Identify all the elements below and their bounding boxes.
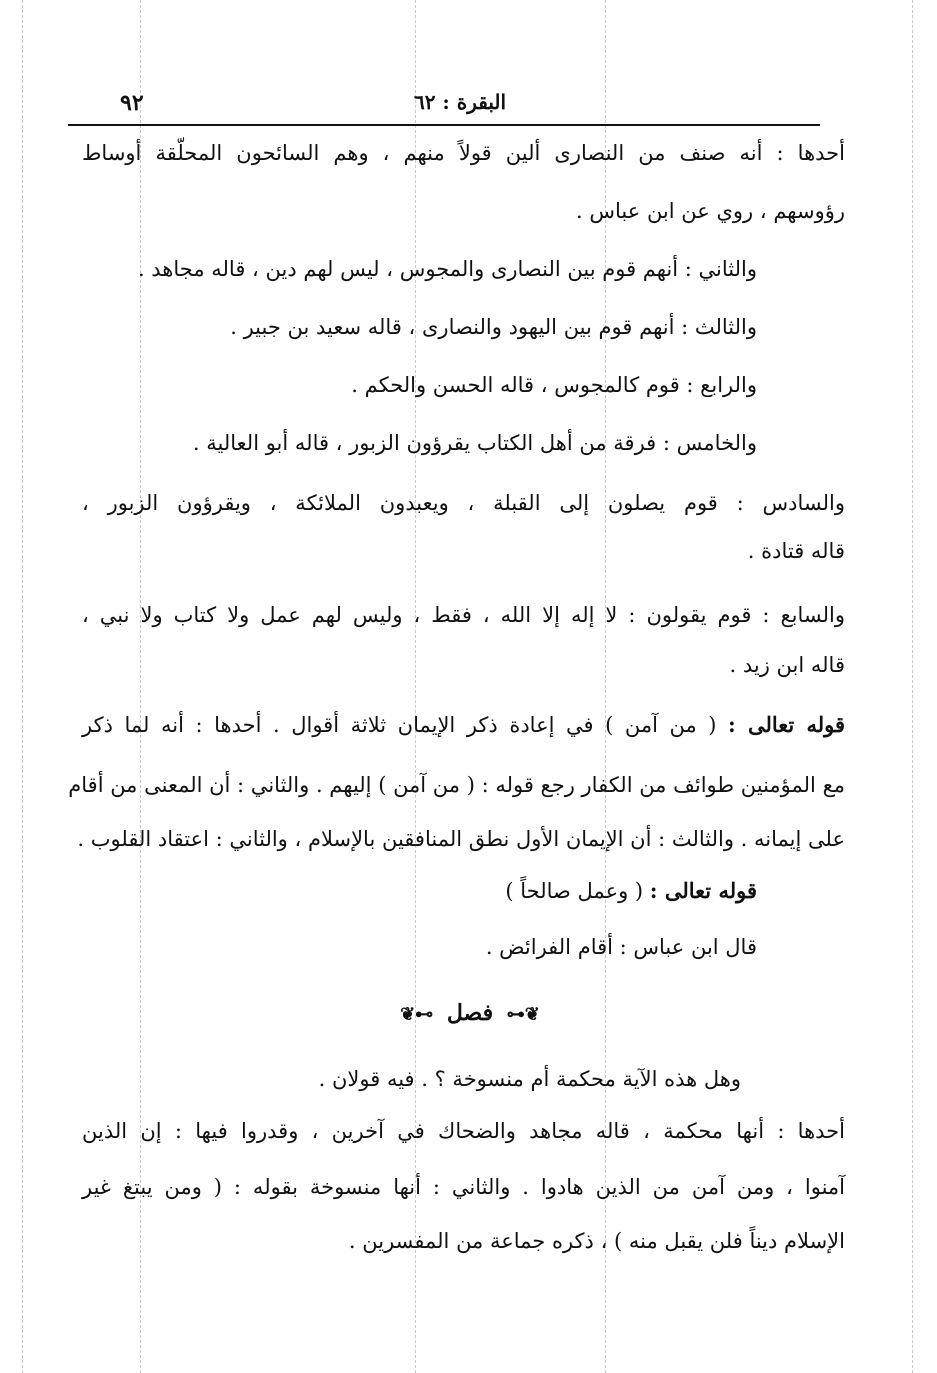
section-heading: [300, 1000, 640, 1034]
text-line: قال ابن عباس : أقام الفرائض .: [485, 935, 757, 959]
text-line: قاله قتادة .: [747, 539, 845, 563]
text-line: والسابع : قوم يقولون : لا إله إلا الله ، فقط ، وليس لهم عمل ولا كتاب ولا نبي ،: [82, 603, 845, 627]
verse-lead: قوله تعالى :: [649, 878, 757, 903]
ornament-icon: ❦⊷: [506, 1004, 540, 1025]
text-line: والخامس : فرقة من أهل الكتاب يقرؤون الزبور ، قاله أبو العالية .: [192, 431, 757, 455]
page-number: ٩٢: [120, 90, 144, 116]
text-line: قاله ابن زيد .: [729, 653, 845, 677]
section-heading-label: فصل: [446, 1000, 494, 1026]
margin-guide-right: [912, 0, 913, 1373]
text-line: على إيمانه . والثالث : أن الإيمان الأول نطق المنافقين بالإسلام ، والثاني : اعتقاد القلوب .: [77, 827, 845, 851]
text-line: وهل هذه الآية محكمة أم منسوخة ؟ . فيه قولان .: [318, 1067, 741, 1091]
margin-guide-left: [22, 0, 23, 1373]
text-line: والرابع : قوم كالمجوس ، قاله الحسن والحكم .: [351, 373, 757, 397]
ornament-icon: ⊶❦: [400, 1004, 434, 1025]
text-span: ( وعمل صالحاً ): [505, 879, 650, 903]
text-line: مع المؤمنين طوائف من الكفار رجع قوله : ( من آمن ) إليهم . والثاني : أن المعنى من أقام: [68, 773, 845, 797]
text-line: آمنوا ، ومن آمن من الذين هادوا . والثاني : أنها منسوخة بقوله : ( ومن يبتغ غير: [82, 1175, 845, 1199]
text-line: الإسلام ديناً فلن يقبل منه ) ، ذكره جماعة من المفسرين .: [348, 1229, 845, 1253]
text-line: والثاني : أنهم قوم بين النصارى والمجوس ، ليس لهم دين ، قاله مجاهد .: [137, 257, 757, 281]
page-header: [100, 86, 820, 122]
verse-lead: قوله تعالى :: [728, 712, 845, 737]
running-title: البقرة : ٦٢: [413, 90, 507, 114]
text-line: رؤوسهم ، روي عن ابن عباس .: [576, 199, 845, 223]
margin-guide: [140, 0, 141, 1373]
text-line: والسادس : قوم يصلون إلى القبلة ، ويعبدون الملائكة ، ويقرؤون الزبور ،: [82, 491, 845, 515]
text-line: أحدها : أنها محكمة ، قاله مجاهد والضحاك في آخرين ، وقدروا فيها : إن الذين: [82, 1119, 845, 1143]
margin-guide: [415, 0, 416, 1373]
text-line: والثالث : أنهم قوم بين اليهود والنصارى ، قاله سعيد بن جبير .: [230, 315, 757, 339]
text-line: [82, 710, 845, 740]
text-line: أحدها : أنه صنف من النصارى ألين قولاً منهم ، وهم السائحون المحلّقة أوساط: [82, 141, 845, 165]
header-rule: [68, 124, 820, 126]
text-line: [505, 876, 757, 906]
text-span: ( من آمن ) في إعادة ذكر الإيمان ثلاثة أقوال . أحدها : أنه لما ذكر: [82, 713, 729, 737]
